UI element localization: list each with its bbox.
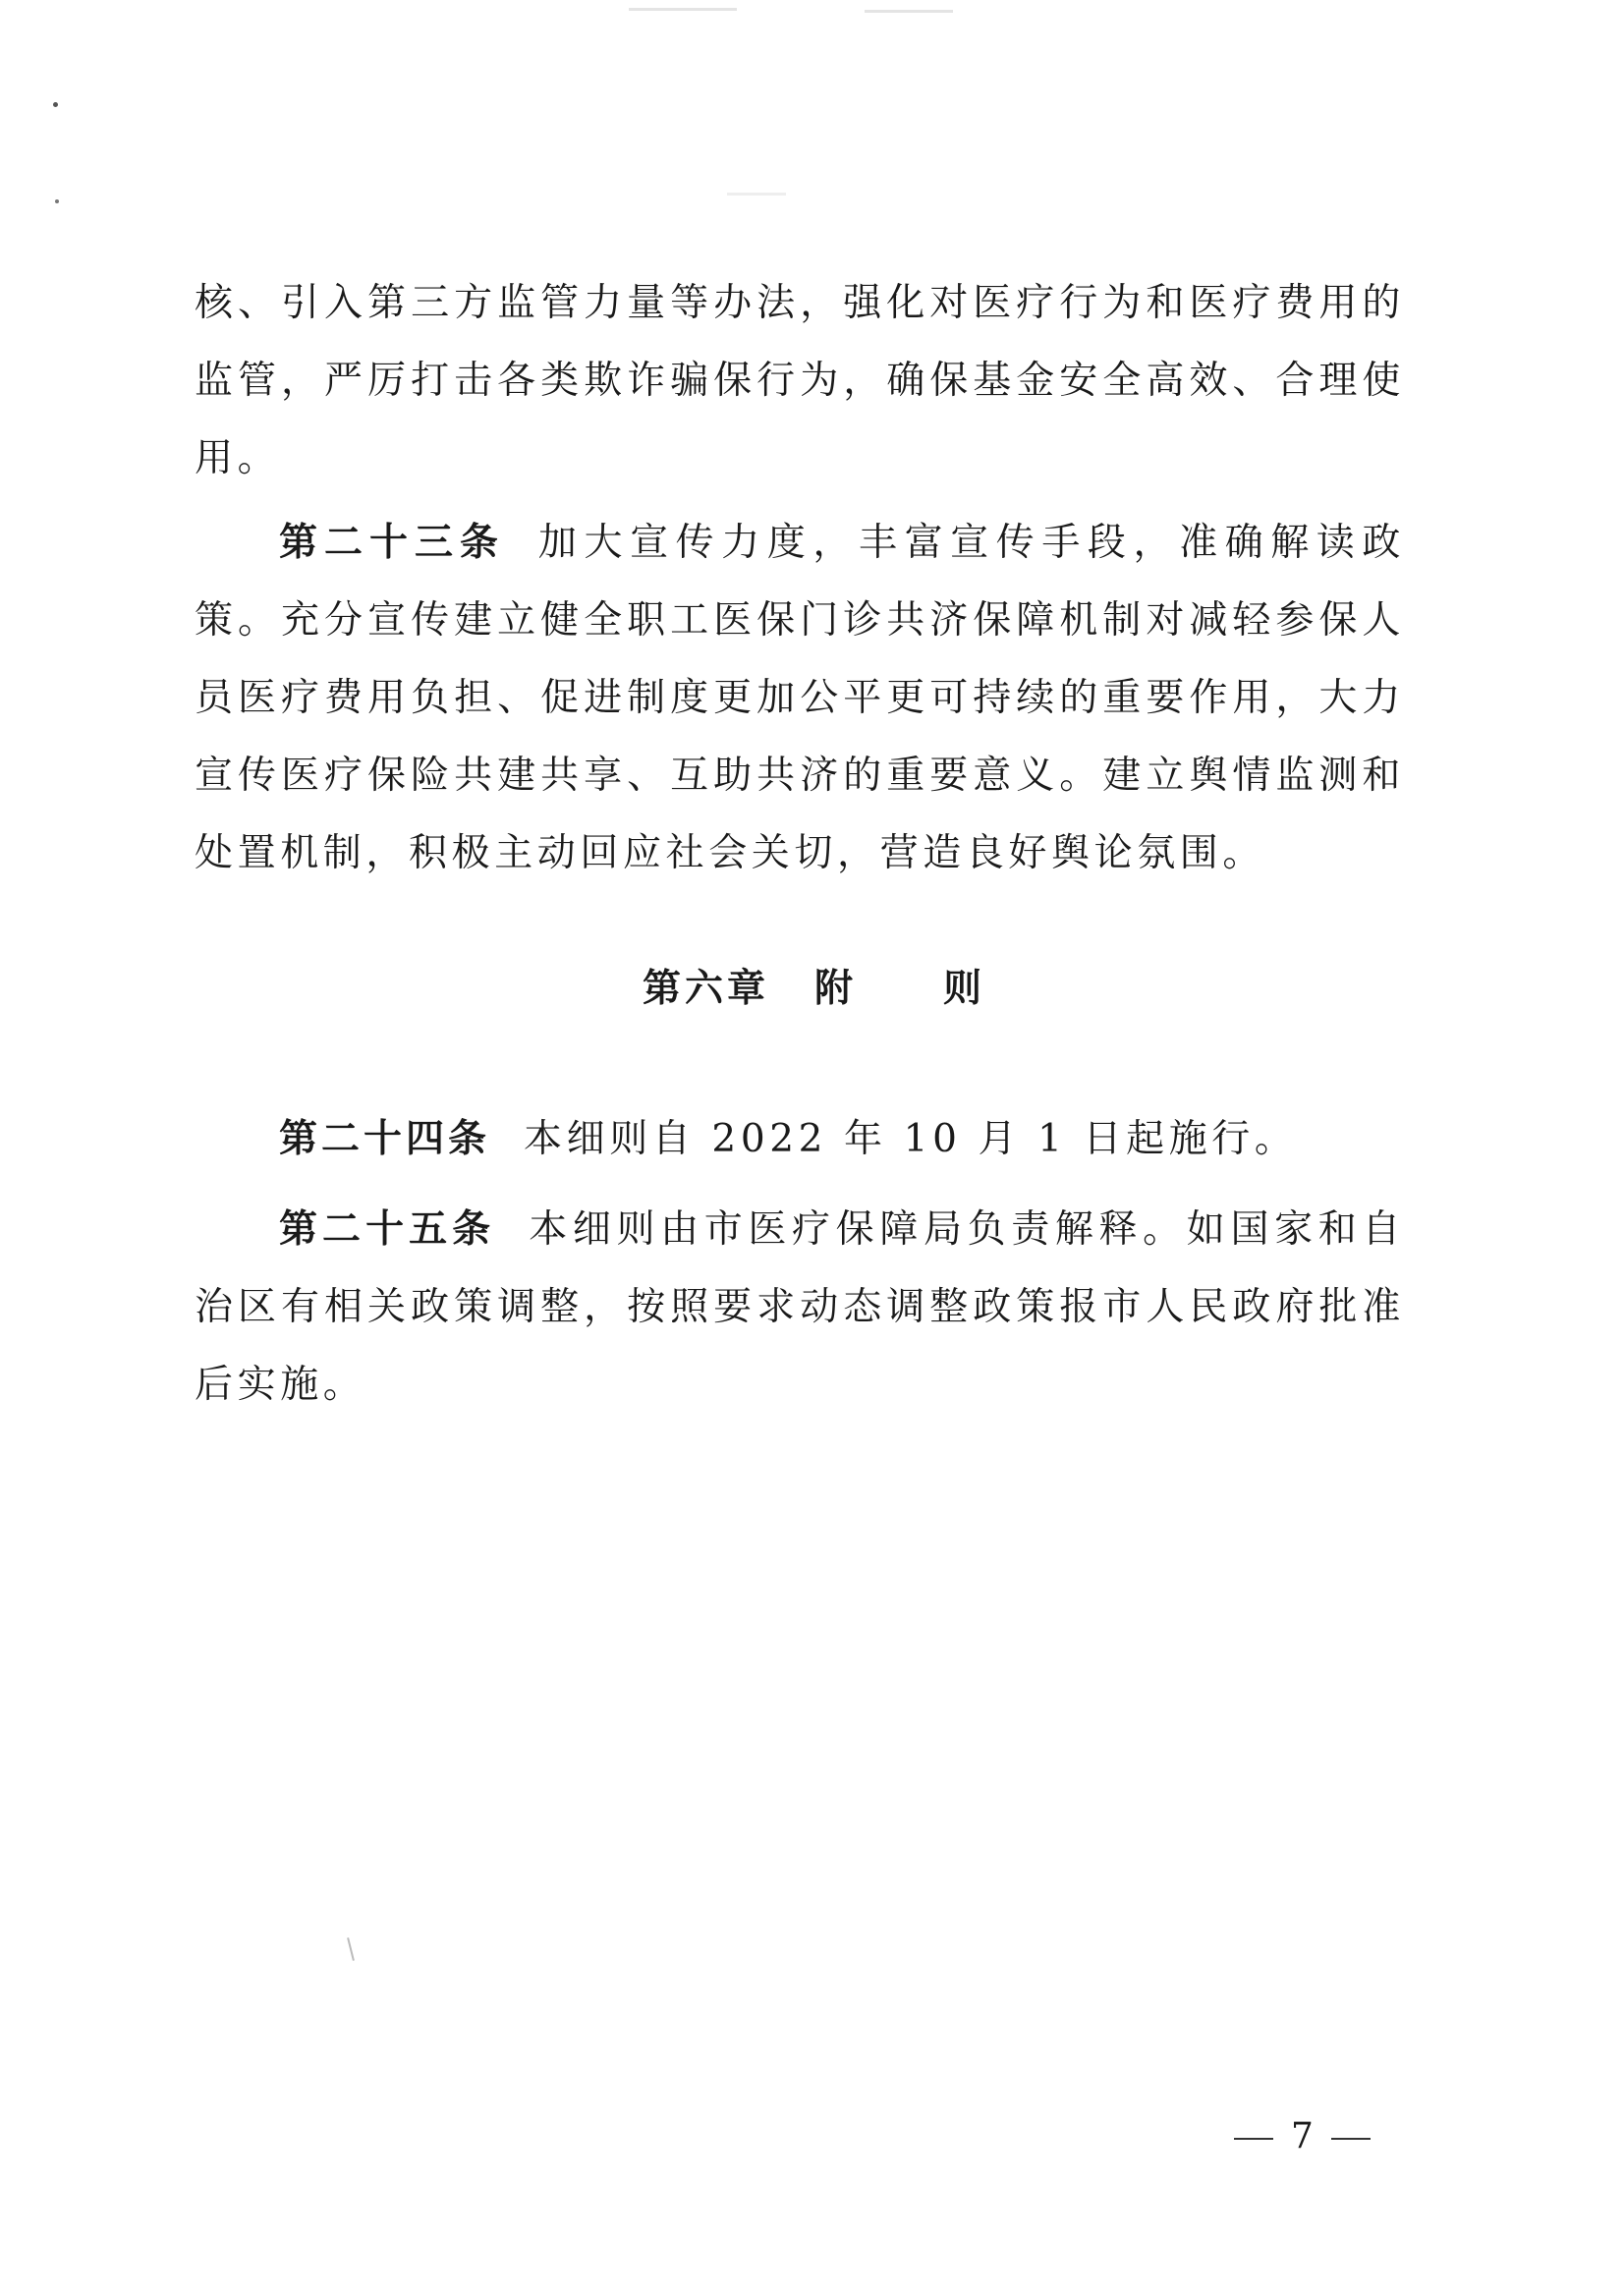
scan-smudge — [865, 10, 953, 13]
scan-stray-mark — [347, 1937, 355, 1961]
scan-smudge — [629, 8, 737, 11]
scan-speck — [53, 102, 58, 107]
article-25 — [195, 1191, 1405, 1424]
article-25-heading: 第二十五条 — [279, 1206, 496, 1252]
page-number-dash-left — [1234, 2138, 1273, 2140]
article-23-heading: 第二十三条 — [279, 520, 505, 565]
chapter-title-char-1: 附 — [813, 966, 853, 1011]
continued-paragraph: 核、引入第三方监管力量等办法，强化对医疗行为和医疗费用的监管，严厉打击各类欺诈骗保行为，确保基金安全高效、合理使用。 — [195, 281, 1405, 480]
article-24-text: 本细则自 2022 年 10 月 1 日起施行。 — [524, 1117, 1298, 1161]
page-number-value: 7 — [1291, 2116, 1314, 2156]
chapter-title — [0, 959, 1624, 1018]
scan-speck — [55, 199, 59, 203]
article-24 — [195, 1100, 1405, 1178]
page-number-dash-right — [1331, 2138, 1371, 2140]
chapter-title-char-2: 则 — [943, 966, 982, 1011]
scan-smudge — [727, 193, 786, 196]
page-number — [1216, 2112, 1388, 2161]
article-23-text: 加大宣传力度，丰富宣传手段，准确解读政策。充分宣传建立健全职工医保门诊共济保障机制对减轻参保人员医疗费用负担、促进制度更加公平更可持续的重要作用，大力宣传医疗保险共建共享、互助共济的重要意义。建立舆情监测和处置机制，积极主动回应社会关切，营造良好舆论氛围。 — [195, 521, 1405, 875]
chapter-number: 第六章 — [642, 966, 769, 1011]
article-24-heading: 第二十四条 — [279, 1116, 491, 1161]
article-25-text: 本细则由市医疗保障局负责解释。如国家和自治区有相关政策调整，按照要求动态调整政策报市人民政府批准后实施。 — [195, 1207, 1405, 1407]
article-23 — [195, 504, 1405, 892]
